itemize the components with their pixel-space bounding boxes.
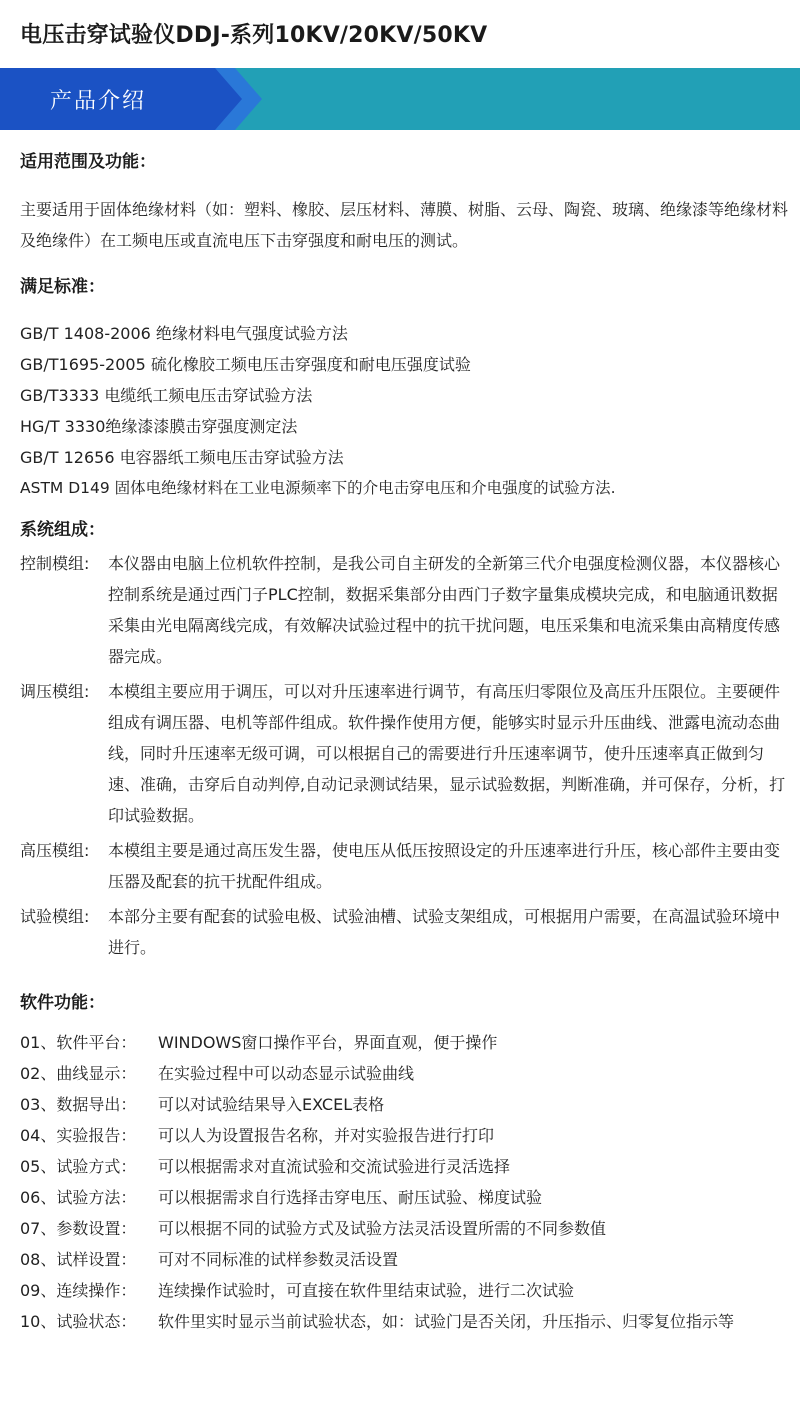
software-item <box>20 1275 790 1306</box>
software-item-label: 06、试验方法： <box>20 1188 137 1207</box>
software-item-label: 05、试验方式： <box>20 1157 137 1176</box>
module-item <box>20 901 790 963</box>
banner-label: 产品介绍 <box>50 89 147 114</box>
software-item <box>20 1213 790 1244</box>
scope-heading: 适用范围及功能： <box>20 152 156 172</box>
software-item-label: 10、试验状态： <box>20 1312 137 1331</box>
software-item <box>20 1306 790 1337</box>
module-desc: 本模组主要是通过高压发生器，使电压从低压按照设定的升压速率进行升压，核心部件主要由变压器及配套的抗干扰配件组成。 <box>108 841 781 891</box>
software-item <box>20 1244 790 1275</box>
module-desc: 本模组主要应用于调压，可以对升压速率进行调节，有高压归零限位及高压升压限位。主要硬件组成有调压器、电机等部件组成。软件操作使用方便，能够实时显示升压曲线、泄露电流动态曲线，同时升压速率无级可调，可以根据自己的需要进行升压速率调节，使升压速率真正做到匀速、准确，击穿后自动判停,自动记录测试结果，显示试验数据，判断准确，并可保存，分析，打印试验数据。 <box>108 682 786 825</box>
software-item-desc: 可以根据需求自行选择击穿电压、耐压试验、梯度试验 <box>158 1188 543 1207</box>
software-item-desc: 连续操作试验时，可直接在软件里结束试验，进行二次试验 <box>158 1281 575 1300</box>
content-area <box>20 150 790 1337</box>
software-list <box>20 1027 790 1337</box>
standard-item: ASTM D149 固体电绝缘材料在工业电源频率下的介电击穿电压和介电强度的试验方法. <box>20 479 616 497</box>
software-item-desc: 可对不同标准的试样参数灵活设置 <box>158 1250 399 1269</box>
section-banner <box>0 68 800 130</box>
module-desc: 本仪器由电脑上位机软件控制，是我公司自主研发的全新第三代介电强度检测仪器，本仪器核心控制系统是通过西门子PLC控制，数据采集部分由西门子数字量集成模块完成，和电脑通讯数据采集由光电隔离线完成，有效解决试验过程中的抗干扰问题，电压采集和电流采集由高精度传感器完成。 <box>108 554 781 666</box>
standards-heading: 满足标准： <box>20 277 105 297</box>
standard-item: GB/T1695-2005 硫化橡胶工频电压击穿强度和耐电压强度试验 <box>20 355 471 374</box>
software-item-desc: 可以根据不同的试验方式及试验方法灵活设置所需的不同参数值 <box>158 1219 607 1238</box>
module-item <box>20 835 790 897</box>
software-item-label: 01、软件平台： <box>20 1033 137 1052</box>
software-item-desc: 在实验过程中可以动态显示试验曲线 <box>158 1064 415 1083</box>
standard-item: GB/T3333 电缆纸工频电压击穿试验方法 <box>20 386 313 405</box>
software-item-label: 02、曲线显示： <box>20 1064 137 1083</box>
module-item <box>20 548 790 672</box>
module-name: 调压模组: <box>20 682 90 701</box>
module-name: 高压模组: <box>20 841 90 860</box>
software-item <box>20 1182 790 1213</box>
software-item <box>20 1151 790 1182</box>
standards-list <box>20 318 790 504</box>
scope-text: 主要适用于固体绝缘材料（如：塑料、橡胶、层压材料、薄膜、树脂、云母、陶瓷、玻璃、绝缘漆等绝缘材料及绝缘件）在工频电压或直流电压下击穿强度和耐电压的测试。 <box>20 200 789 250</box>
software-item-label: 04、实验报告： <box>20 1126 137 1145</box>
software-item <box>20 1058 790 1089</box>
software-item <box>20 1120 790 1151</box>
software-item <box>20 1027 790 1058</box>
software-item-label: 03、数据导出： <box>20 1095 137 1114</box>
software-item <box>20 1089 790 1120</box>
software-item-label: 09、连续操作： <box>20 1281 137 1300</box>
system-heading: 系统组成： <box>20 520 105 540</box>
software-item-label: 07、参数设置： <box>20 1219 137 1238</box>
standard-item: HG/T 3330绝缘漆漆膜击穿强度测定法 <box>20 417 298 436</box>
software-heading: 软件功能： <box>20 993 105 1013</box>
software-item-desc: 可以对试验结果导入EXCEL表格 <box>158 1095 385 1114</box>
module-item <box>20 676 790 831</box>
software-item-desc: 可以人为设置报告名称，并对实验报告进行打印 <box>158 1126 495 1145</box>
standard-item: GB/T 12656 电容器纸工频电压击穿试验方法 <box>20 448 344 467</box>
software-item-desc: 软件里实时显示当前试验状态，如：试验门是否关闭，升压指示、归零复位指示等 <box>158 1312 735 1331</box>
module-list <box>20 548 790 963</box>
software-item-desc: WINDOWS窗口操作平台，界面直观，便于操作 <box>158 1033 498 1052</box>
software-item-desc: 可以根据需求对直流试验和交流试验进行灵活选择 <box>158 1157 511 1176</box>
module-name: 试验模组: <box>20 907 90 926</box>
page-title: 电压击穿试验仪DDJ-系列10KV/20KV/50KV <box>20 23 488 48</box>
module-desc: 本部分主要有配套的试验电极、试验油槽、试验支架组成，可根据用户需要，在高温试验环境中进行。 <box>108 907 781 957</box>
software-item-label: 08、试样设置： <box>20 1250 137 1269</box>
standard-item: GB/T 1408-2006 绝缘材料电气强度试验方法 <box>20 324 348 343</box>
module-name: 控制模组: <box>20 554 90 573</box>
